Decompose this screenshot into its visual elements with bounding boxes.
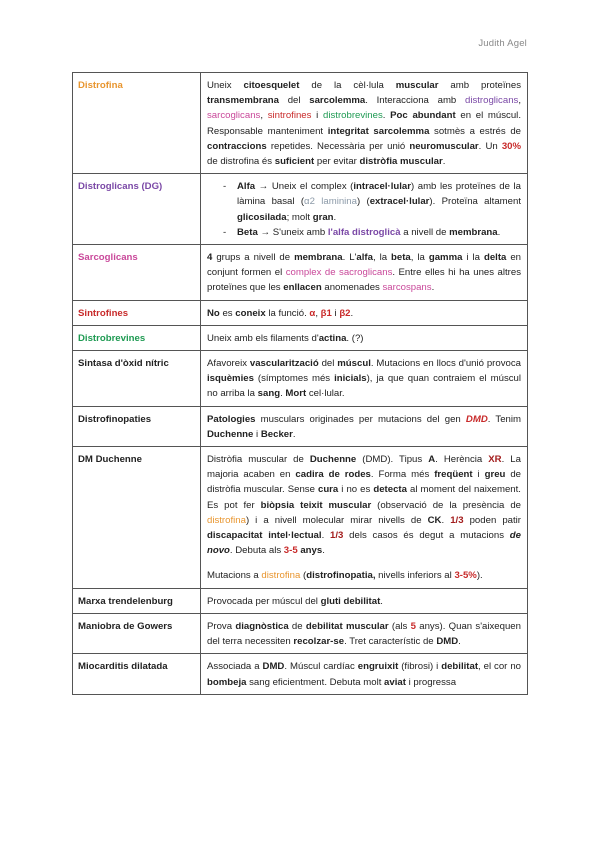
emphasis-run: alfa — [356, 252, 373, 264]
emphasis-run: de novo — [207, 530, 521, 557]
text-run: . — [382, 110, 391, 122]
text-run: → Uneix el complex ( — [255, 181, 354, 193]
definition-paragraph — [207, 568, 521, 583]
definition-paragraph — [207, 594, 521, 609]
emphasis-run: cura — [317, 484, 339, 496]
text-run: grups a nivell de — [212, 252, 295, 264]
emphasis-run: diagnòstica — [235, 620, 289, 632]
text-run: . — [322, 545, 325, 557]
definition-paragraph — [207, 250, 521, 296]
text-run: Uneix — [207, 80, 244, 91]
text-run: . Mutacions en llocs d'unió provoca — [370, 358, 521, 370]
text-run: al moment del naixement. Es pot fer — [207, 484, 521, 511]
emphasis-run: l'alfa distroglicà — [327, 226, 401, 238]
definition-cell — [201, 447, 528, 589]
emphasis-run: detecta — [373, 484, 407, 496]
emphasis-run: glicosilada — [237, 211, 287, 223]
emphasis-run: β2 — [339, 307, 351, 319]
emphasis-run: debilitat muscular — [305, 620, 389, 632]
text-run: . Herència — [435, 454, 489, 466]
text-run: anys). Quan s'aixequen del terra necessiten — [207, 620, 521, 648]
text-run: del — [318, 358, 338, 370]
emphasis-run: múscul — [337, 358, 371, 370]
emphasis-run: actina — [318, 332, 347, 344]
emphasis-run: freqüent — [434, 469, 473, 481]
emphasis-run: distròfia muscular — [359, 156, 443, 168]
text-run: Prova — [207, 620, 236, 632]
text-run: (fibrosi) i — [398, 661, 442, 673]
text-run: . Forma més — [370, 469, 435, 481]
term-cell: Distrofinopaties — [73, 406, 201, 446]
emphasis-run: membrana — [449, 226, 498, 238]
text-run: → S'uneix amb — [257, 226, 328, 238]
term-cell: Distrobrevines — [73, 325, 201, 350]
text-run: sang eficientment. Debuta molt — [246, 676, 385, 688]
text-run: ) i a nivell molecular mirar nivells de — [245, 514, 428, 526]
definition-cell — [201, 406, 528, 446]
emphasis-run: XR — [488, 454, 502, 466]
text-run: i — [331, 307, 340, 319]
text-run: . L' — [342, 252, 357, 264]
text-run: ; molt — [286, 211, 313, 223]
text-run: i — [472, 469, 485, 481]
text-run: ) amb les proteïnes de la làmina basal ( — [237, 181, 521, 208]
text-run: de distrofina és — [207, 156, 275, 168]
text-run: . — [321, 530, 331, 542]
emphasis-run: Beta — [237, 226, 258, 238]
text-run: nivells inferiors al — [375, 570, 455, 582]
emphasis-run: bombeja — [207, 676, 247, 688]
definition-paragraph — [207, 619, 521, 649]
text-run: per evitar — [314, 156, 360, 168]
emphasis-run: membrana — [294, 252, 343, 264]
text-run: (als — [388, 620, 411, 632]
text-run: Associada a — [207, 661, 263, 673]
text-run: . Tenim — [487, 413, 522, 425]
emphasis-run: sarcolemma — [309, 95, 366, 107]
glossary-row — [73, 613, 528, 653]
text-run: i no es — [338, 484, 374, 496]
definition-cell — [201, 300, 528, 325]
text-run: i — [311, 110, 324, 122]
emphasis-run: beta — [391, 252, 411, 264]
emphasis-run: contraccions — [207, 140, 267, 152]
emphasis-run: anys — [300, 545, 323, 557]
glossary-body — [73, 73, 528, 695]
text-run: cel·lular. — [306, 388, 345, 400]
text-run: Provocada per múscul del — [207, 595, 321, 607]
text-run: . — [497, 226, 501, 238]
definition-paragraph — [207, 78, 521, 169]
text-run: (DMD). Tipus — [356, 454, 429, 466]
definition-paragraph — [207, 412, 521, 442]
emphasis-run: aviat — [384, 676, 406, 688]
definition-cell — [201, 351, 528, 407]
text-run: anomenades — [321, 282, 383, 294]
text-run: poden patir — [463, 514, 521, 526]
emphasis-run: DMD — [465, 413, 488, 425]
text-run: es — [219, 307, 236, 319]
text-run: Mutacions a — [207, 570, 262, 582]
emphasis-run: sintrofines — [267, 110, 312, 122]
text-run: en conjunt formen el — [207, 252, 521, 279]
text-run: . (?) — [346, 332, 364, 344]
text-run: la funció. — [265, 307, 310, 319]
text-run: Uneix amb els filaments d' — [207, 332, 319, 344]
emphasis-run: integritat sarcolemma — [327, 125, 430, 137]
emphasis-run: discapacitat intel·lectual — [207, 530, 322, 542]
emphasis-run: 5 — [410, 620, 416, 632]
text-run: , la — [372, 252, 392, 264]
term-cell: Maniobra de Gowers — [73, 613, 201, 653]
text-run: , — [518, 95, 521, 107]
text-run: musculars originades per mutacions del gen — [255, 413, 466, 425]
emphasis-run: vascularització — [249, 358, 319, 370]
text-run: dels casos és degut a mutacions — [343, 530, 510, 542]
definition-cell — [201, 73, 528, 174]
text-run: de distròfia muscular. Sense — [207, 469, 522, 496]
text-run: , — [315, 307, 321, 319]
emphasis-run: α2 laminina — [304, 196, 357, 208]
text-run: . — [333, 211, 337, 223]
emphasis-run: Alfa — [237, 181, 256, 193]
text-run: . Un — [478, 140, 502, 152]
emphasis-run: citoesquelet — [243, 80, 300, 91]
text-run: ( — [300, 570, 307, 582]
text-run: i — [253, 428, 261, 440]
term-cell: Sintrofines — [73, 300, 201, 325]
text-run: . Tret característic de — [344, 636, 437, 648]
glossary-row — [73, 654, 528, 694]
emphasis-run: Duchenne — [309, 454, 357, 466]
text-run: , el cor no — [478, 661, 521, 673]
emphasis-run: transmembrana — [207, 95, 279, 107]
emphasis-run: gran — [312, 211, 334, 223]
definition-list — [207, 179, 521, 240]
text-run: (observació de la presència de — [371, 499, 521, 511]
emphasis-run: suficient — [274, 156, 315, 168]
text-run: . Múscul cardíac — [284, 661, 358, 673]
emphasis-run: 1/3 — [450, 514, 464, 526]
emphasis-run: inicials — [334, 373, 367, 385]
text-run: i la — [462, 252, 484, 264]
emphasis-run: DMD — [262, 661, 285, 673]
definition-list-item — [237, 179, 521, 225]
emphasis-run: distrofina — [207, 514, 246, 526]
emphasis-run: complex de sacroglicans — [285, 267, 393, 279]
term-cell: Sintasa d'òxid nítric — [73, 351, 201, 407]
glossary-row — [73, 325, 528, 350]
text-run: amb proteïnes — [438, 80, 522, 91]
definition-cell — [201, 613, 528, 653]
emphasis-run: α — [309, 307, 316, 319]
emphasis-run: 3-5% — [454, 570, 477, 582]
emphasis-run: DMD — [436, 636, 459, 648]
text-run: de la cèl·lula — [299, 80, 396, 91]
author-header: Judith Agel — [478, 38, 527, 49]
emphasis-run: 4 — [207, 252, 213, 264]
text-run: en el múscul. Responsable manteniment — [207, 110, 521, 137]
emphasis-run: neuromuscular — [409, 140, 479, 152]
emphasis-run: muscular — [395, 80, 439, 91]
glossary-table — [72, 72, 528, 695]
glossary-row — [73, 300, 528, 325]
glossary-row — [73, 174, 528, 245]
emphasis-run: sarcospans — [382, 282, 432, 294]
text-run: repetides. Necessària per unió — [266, 140, 410, 152]
text-run: . — [292, 428, 296, 440]
emphasis-run: 30% — [501, 140, 522, 152]
glossary-row — [73, 406, 528, 446]
glossary-row — [73, 588, 528, 613]
emphasis-run: 3-5 — [283, 545, 298, 557]
definition-paragraph — [207, 306, 521, 321]
emphasis-run: distroglicans — [465, 95, 519, 107]
emphasis-run: 1/3 — [330, 530, 344, 542]
emphasis-run: delta — [483, 252, 507, 264]
emphasis-run: gluti debilitat — [320, 595, 381, 607]
text-run: . — [380, 595, 383, 607]
emphasis-run: distrobrevines — [323, 110, 383, 122]
emphasis-run: Becker — [260, 428, 293, 440]
text-run: . Entre elles hi ha unes altres proteïnes que les — [207, 267, 521, 294]
emphasis-run: debilitat — [441, 661, 479, 673]
text-run: . — [458, 636, 461, 648]
emphasis-run: β1 — [320, 307, 332, 319]
text-run: . Debuta als — [229, 545, 284, 557]
text-run: sotmès a estrés de — [429, 125, 521, 137]
definition-cell — [201, 325, 528, 350]
emphasis-run: Patologies — [207, 413, 256, 425]
text-run: ) ( — [356, 196, 370, 208]
text-run: (símptomes més — [253, 373, 335, 385]
glossary-row — [73, 73, 528, 174]
text-run: . — [442, 156, 446, 168]
definition-cell — [201, 588, 528, 613]
emphasis-run: sang — [257, 388, 281, 400]
text-run: . — [350, 307, 354, 319]
emphasis-run: distrofina — [261, 570, 301, 582]
emphasis-run: Poc abundant — [390, 110, 456, 122]
term-cell: Sarcoglicans — [73, 245, 201, 301]
glossary-row — [73, 351, 528, 407]
text-run: ). Proteïna altament — [429, 196, 521, 208]
emphasis-run: recolzar-se — [293, 636, 345, 648]
text-run: ), ja que quan contraiem el múscul no arriba la — [207, 373, 522, 400]
text-run: . La majoria acaben en — [207, 454, 521, 481]
definition-paragraph — [207, 356, 521, 402]
term-cell: Miocarditis dilatada — [73, 654, 201, 694]
definition-paragraph — [207, 452, 521, 558]
emphasis-run: enllacen — [283, 282, 322, 294]
emphasis-run: extracel·lular — [369, 196, 430, 208]
emphasis-run: Duchenne — [207, 428, 254, 440]
definition-cell — [201, 654, 528, 694]
text-run: i progressa — [405, 676, 457, 688]
emphasis-run: engruixit — [357, 661, 399, 673]
text-run: del — [278, 95, 310, 107]
emphasis-run: cadira de rodes — [295, 469, 371, 481]
text-run: ). — [476, 570, 483, 582]
emphasis-run: intracel·lular — [353, 181, 411, 193]
text-run: Distròfia muscular de — [207, 454, 310, 466]
text-run: Afavoreix — [207, 358, 250, 370]
emphasis-run: distrofinopatia, — [306, 570, 376, 582]
text-run: . — [431, 282, 435, 294]
text-run: . — [280, 388, 286, 400]
text-run: de — [288, 620, 306, 632]
text-run: . Interacciona amb — [365, 95, 465, 107]
definition-cell — [201, 245, 528, 301]
emphasis-run: greu — [484, 469, 506, 481]
definition-list-item — [237, 225, 521, 240]
emphasis-run: CK — [427, 514, 442, 526]
emphasis-run: A — [428, 454, 436, 466]
text-run: . — [441, 514, 451, 526]
emphasis-run: gamma — [428, 252, 463, 264]
definition-paragraph — [207, 331, 521, 346]
emphasis-run: coneix — [235, 307, 266, 319]
text-run: a nivell de — [400, 226, 450, 238]
emphasis-run: Mort — [285, 388, 307, 400]
term-cell: Distrofina — [73, 73, 201, 174]
glossary-row — [73, 447, 528, 589]
emphasis-run: sarcoglicans — [207, 110, 261, 122]
glossary-row — [73, 245, 528, 301]
emphasis-run: isquèmies — [207, 373, 254, 385]
term-cell: Marxa trendelenburg — [73, 588, 201, 613]
emphasis-run: No — [207, 307, 220, 319]
emphasis-run: biòpsia teixit muscular — [260, 499, 372, 511]
definition-cell — [201, 174, 528, 245]
term-cell: DM Duchenne — [73, 447, 201, 589]
text-run: , la — [410, 252, 429, 264]
definition-paragraph — [207, 659, 521, 689]
term-cell: Distroglicans (DG) — [73, 174, 201, 245]
text-run: , — [260, 110, 268, 122]
